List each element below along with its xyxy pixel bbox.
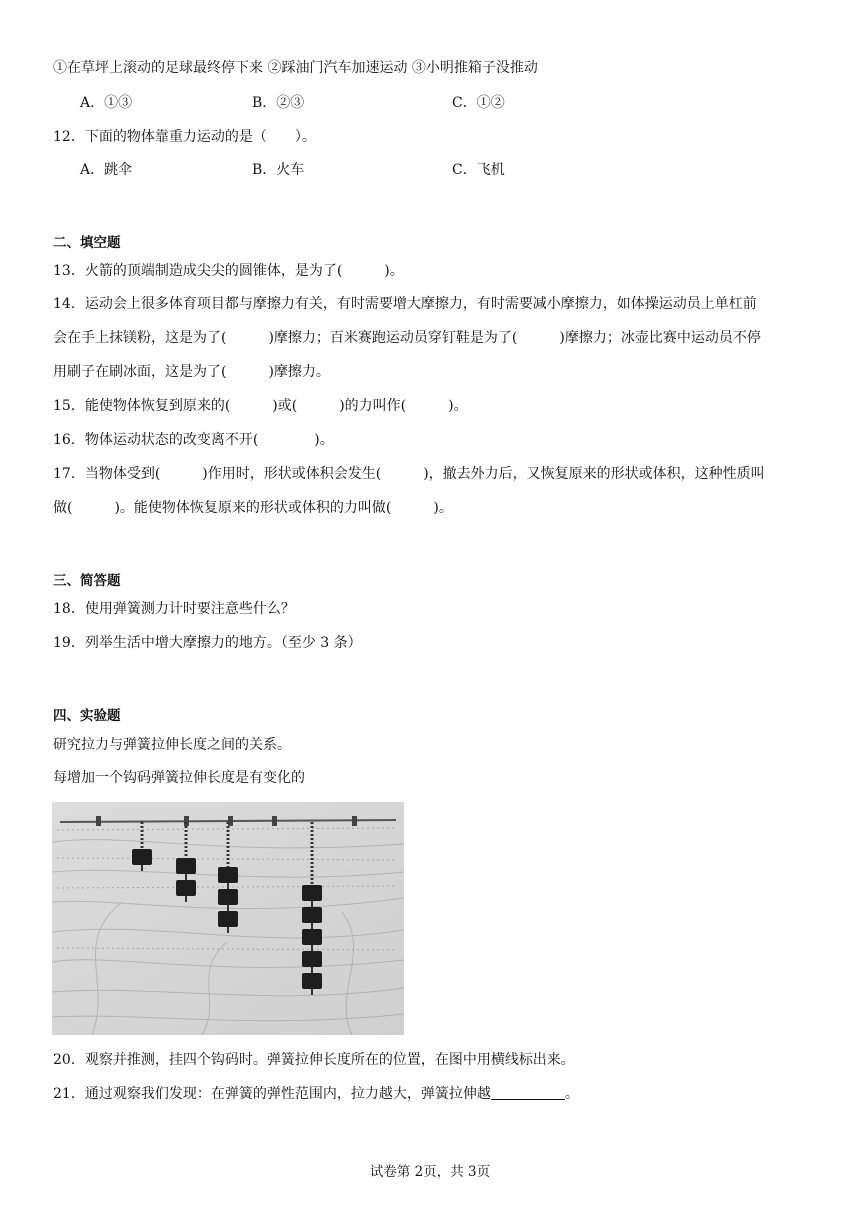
q14-line-2: 会在手上抹镁粉，这是为了( )摩擦力；百米赛跑运动员穿钉鞋是为了( )摩擦力；冰壶比赛中运动员不停 bbox=[53, 330, 761, 346]
hook-weight bbox=[302, 951, 322, 967]
hook-weight bbox=[302, 907, 322, 923]
q12-stem: 12．下面的物体靠重力运动的是（ ）。 bbox=[53, 129, 316, 145]
q17-line-2: 做( )。能使物体恢复原来的形状或体积的力叫做( )。 bbox=[53, 500, 453, 516]
hook-weight bbox=[302, 973, 322, 989]
experiment-intro-2: 每增加一个钩码弹簧拉伸长度是有变化的 bbox=[53, 770, 305, 786]
q15: 15．能使物体恢复到原来的( )或( )的力叫作( )。 bbox=[53, 398, 468, 414]
hook-weight bbox=[302, 885, 322, 901]
hook-weight bbox=[302, 929, 322, 945]
q16: 16．物体运动状态的改变离不开( )。 bbox=[53, 432, 334, 448]
q11-stem: ①在草坪上滚动的足球最终停下来 ②踩油门汽车加速运动 ③小明推箱子没推动 bbox=[53, 60, 538, 76]
hook-weight bbox=[218, 867, 238, 883]
hook-weight bbox=[176, 858, 196, 874]
q21-text: 21．通过观察我们发现：在弹簧的弹性范围内，拉力越大，弹簧拉伸越 bbox=[53, 1086, 491, 1102]
experiment-intro-1: 研究拉力与弹簧拉伸长度之间的关系。 bbox=[53, 737, 291, 753]
q21-answer-blank[interactable] bbox=[491, 1085, 565, 1100]
q21-end: 。 bbox=[564, 1086, 579, 1102]
q12-option-a: A．跳伞 bbox=[80, 162, 133, 178]
spring-weights-photo bbox=[52, 802, 404, 1035]
hanger-clip bbox=[184, 816, 189, 826]
hook-weight bbox=[132, 849, 152, 865]
hanger-clip bbox=[96, 816, 101, 826]
hanger-clip bbox=[228, 816, 233, 826]
hook-weight bbox=[218, 889, 238, 905]
hanger-clip bbox=[352, 816, 357, 826]
q19: 19．列举生活中增大摩擦力的地方。（至少 3 条） bbox=[53, 635, 362, 651]
q14-line-1: 14．运动会上很多体育项目都与摩擦力有关，有时需要增大摩擦力，有时需要减小摩擦力，如体操运动员上单杠前 bbox=[53, 296, 757, 312]
q18: 18．使用弹簧测力计时要注意些什么？ bbox=[53, 601, 295, 617]
q11-option-c: C．①② bbox=[452, 95, 505, 111]
section-short-answer-title: 三、简答题 bbox=[53, 573, 121, 589]
q11-option-a: A．①③ bbox=[80, 95, 133, 111]
q21 bbox=[53, 1084, 579, 1104]
q12-option-b: B．火车 bbox=[252, 162, 305, 178]
section-fill-blank-title: 二、填空题 bbox=[53, 235, 121, 251]
q12-option-c: C．飞机 bbox=[452, 162, 505, 178]
page-footer: 试卷第 2页，共 3页 bbox=[369, 1164, 491, 1180]
q14-line-3: 用刷子在刷冰面，这是为了( )摩擦力。 bbox=[53, 364, 330, 380]
q17-line-1: 17．当物体受到( )作用时，形状或体积会发生( )，撤去外力后，又恢复原来的形状或体积，这种性质叫 bbox=[53, 466, 765, 482]
hook-weight bbox=[176, 880, 196, 896]
section-experiment-title: 四、实验题 bbox=[53, 708, 121, 724]
hook-weight bbox=[218, 911, 238, 927]
hanger-clip bbox=[272, 816, 277, 826]
q11-option-b: B．②③ bbox=[252, 95, 305, 111]
q20: 20．观察并推测，挂四个钩码时。弹簧拉伸长度所在的位置，在图中用横线标出来。 bbox=[53, 1052, 575, 1068]
q13: 13．火箭的顶端制造成尖尖的圆锥体，是为了( )。 bbox=[53, 263, 404, 279]
